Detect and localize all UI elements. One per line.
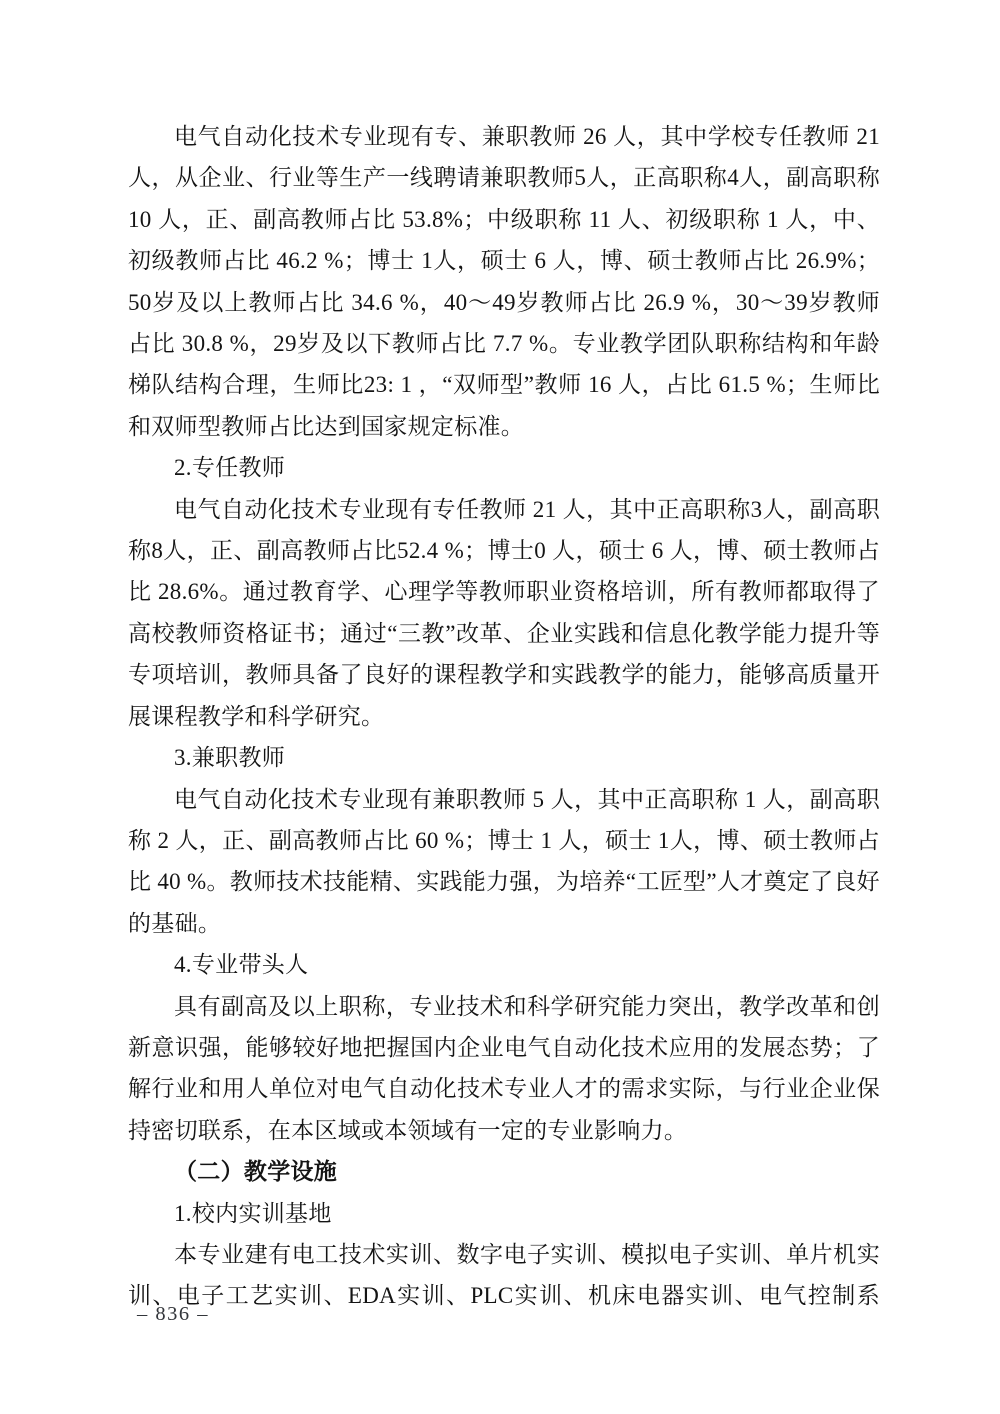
paragraph-program-leader: 具有副高及以上职称，专业技术和科学研究能力突出，教学改革和创新意识强，能够较好地把握国内企业电气自动化技术应用的发展态势；了解行业和用人单位对电气自动化技术专业人才的需求实际，与行业企业保持密切联系，在本区域或本领域有一定的专业影响力。 [128, 993, 880, 1143]
paragraph-campus-training-base: 本专业建有电工技术实训、数字电子实训、模拟电子实训、单片机实训、电子工艺实训、EDA实训、PLC实训、机床电器实训、电气控制系 [128, 1241, 880, 1309]
subheading-fulltime-teachers: 2.专任教师 [174, 455, 286, 481]
heading-teaching-facilities: （二）教学设施 [174, 1159, 338, 1185]
paragraph-fulltime-teachers: 电气自动化技术专业现有专任教师 21 人，其中正高职称3人，副高职称8人，正、副高教师占比52.4 %；博士0 人，硕士 6 人，博、硕士教师占比 28.6%。通过教育学、心理学等教师职业资格培训，所有教师都取得了高校教师资格证书；通过“三教”改革、企业实践和信息化教学能力提升等专项培训，教师具备了良好的课程教学和实践教学的能力，能够高质量开展课程教学和科学研究。 [128, 496, 880, 729]
subheading-program-leader: 4.专业带头人 [174, 952, 309, 978]
subheading-parttime-teachers: 3.兼职教师 [174, 745, 286, 771]
page-number: – 836 – [137, 1303, 209, 1325]
document-body [128, 116, 880, 1317]
paragraph-parttime-teachers: 电气自动化技术专业现有兼职教师 5 人，其中正高职称 1 人，副高职称 2 人，正、副高教师占比 60 %；博士 1 人，硕士 1人，博、硕士教师占比 40 %。教师技术技能精、实践能力强，为培养“工匠型”人才奠定了良好的基础。 [128, 786, 880, 936]
subheading-campus-training-base: 1.校内实训基地 [174, 1200, 332, 1226]
paragraph-faculty-overview: 电气自动化技术专业现有专、兼职教师 26 人，其中学校专任教师 21 人，从企业、行业等生产一线聘请兼职教师5人，正高职称4人，副高职称 10 人，正、副高教师占比 53.8%；中级职称 11 人、初级职称 1 人，中、初级教师占比 46.2 %；博士 1人，硕士 6 人，博、硕士教师占比 26.9%； 50岁及以上教师占比 34.6 %，40～49岁教师占比 26.9 %，30～39岁教师占比 30.8 %，29岁及以下教师占比 7.7 %。专业教学团队职称结构和年龄梯队结构合理，生师比23: 1 ，“双师型”教师 16 人，占比 61.5 %；生师比和双师型教师占比达到国家规定标准。 [128, 124, 880, 439]
